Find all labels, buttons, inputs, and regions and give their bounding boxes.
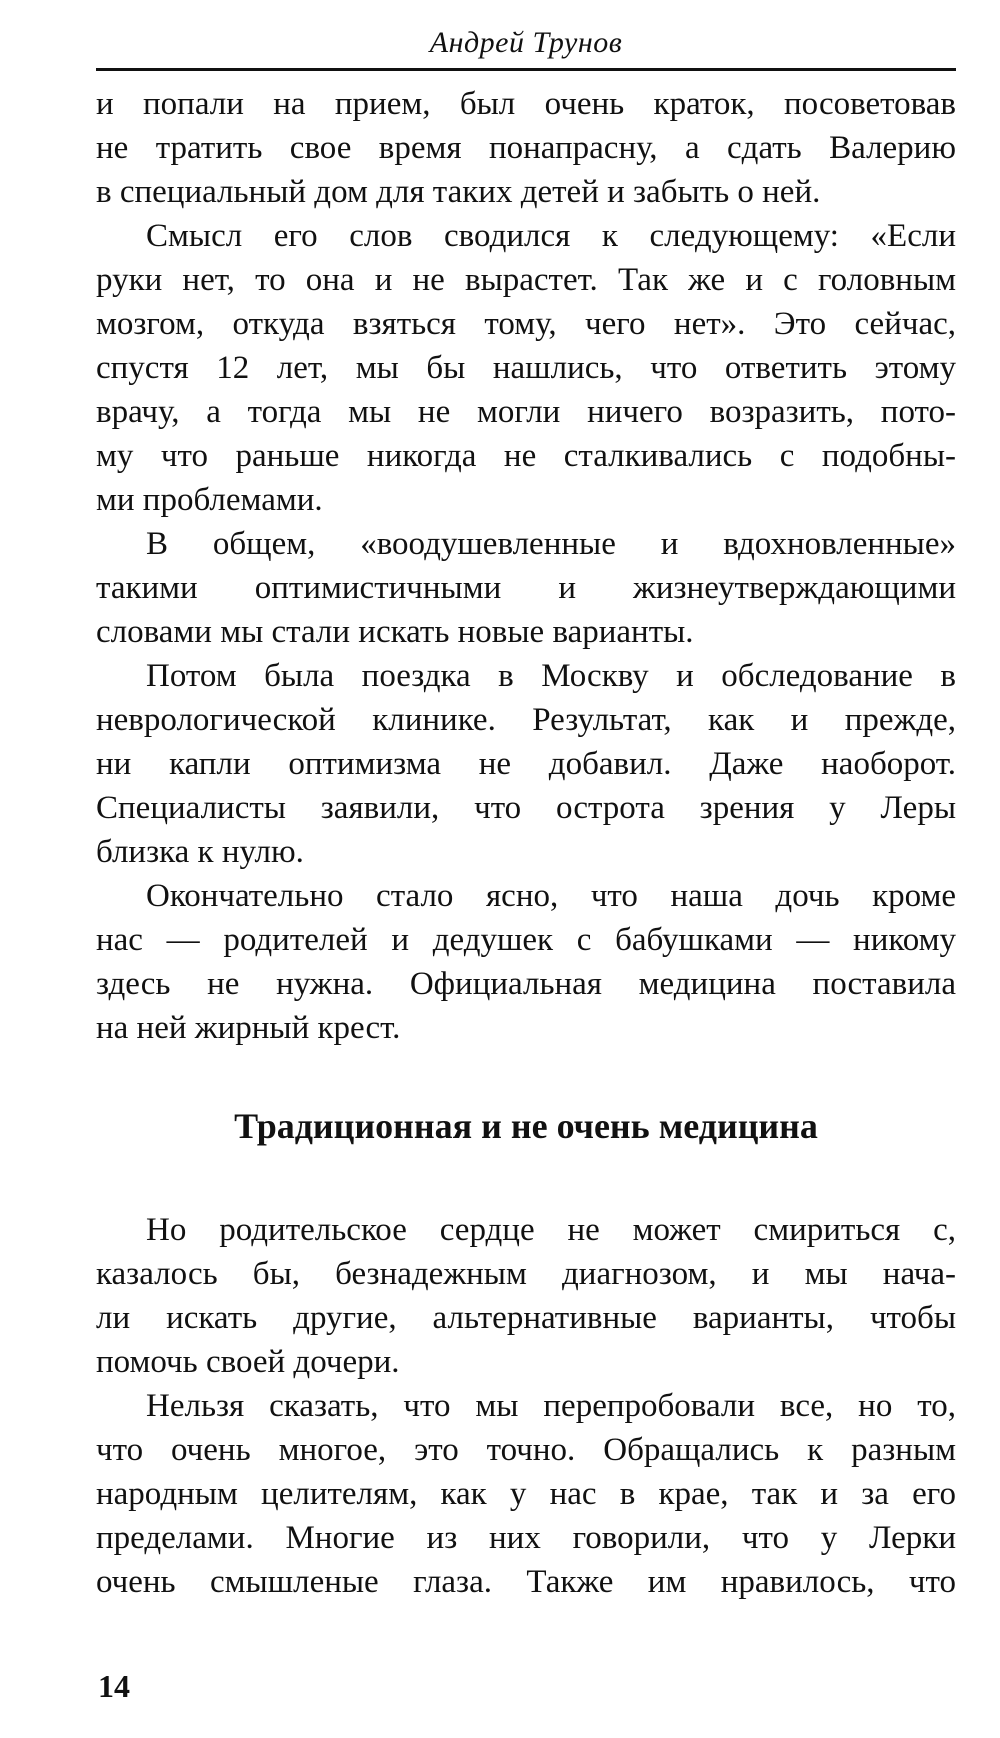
text-line: нас — родителей и дедушек с бабушками — никому — [96, 922, 956, 958]
text-line: руки нет, то она и не вырастет. Так же и с головным — [96, 262, 956, 298]
text-line: ли искать другие, альтернативные варианты, чтобы — [96, 1300, 956, 1336]
section-heading: Традиционная и не очень медицина — [234, 1106, 818, 1146]
text-line: ни капли оптимизма не добавил. Даже наоборот. — [96, 746, 956, 782]
text-line: казалось бы, безнадежным диагнозом, и мы нача- — [96, 1256, 956, 1292]
page-number: 14 — [98, 1668, 130, 1704]
text-line: Смысл его слов сводился к следующему: «Если — [146, 218, 956, 254]
text-line: Но родительское сердце не может смириться с, — [146, 1212, 956, 1248]
text-line: очень смышленые глаза. Также им нравилось, что — [96, 1564, 956, 1600]
text-line: словами мы стали искать новые варианты. — [96, 614, 694, 650]
text-line: Окончательно стало ясно, что наша дочь кроме — [146, 878, 956, 914]
text-line: на ней жирный крест. — [96, 1010, 401, 1046]
text-line: близка к нулю. — [96, 834, 304, 870]
text-line: народным целителям, как у нас в крае, так и за его — [96, 1476, 956, 1512]
text-line: Нельзя сказать, что мы перепробовали все, но то, — [146, 1388, 956, 1424]
text-line: такими оптимистичными и жизнеутверждающими — [96, 570, 956, 606]
text-line: Специалисты заявили, что острота зрения у Леры — [96, 790, 956, 826]
text-line: В общем, «воодушевленные и вдохновленные» — [146, 526, 956, 562]
text-line: Потом была поездка в Москву и обследование в — [146, 658, 956, 694]
text-line: му что раньше никогда не сталкивались с подобны- — [96, 438, 956, 474]
text-line: и попали на прием, был очень краток, посоветовав — [96, 86, 956, 122]
text-line: пределами. Многие из них говорили, что у Лерки — [96, 1520, 956, 1556]
text-line: мозгом, откуда взяться тому, чего нет». Это сейчас, — [96, 306, 956, 342]
text-line: врачу, а тогда мы не могли ничего возразить, пото- — [96, 394, 956, 430]
text-line: неврологической клинике. Результат, как и прежде, — [96, 702, 956, 738]
text-line: в специальный дом для таких детей и забыть о ней. — [96, 174, 821, 210]
header-rule — [96, 68, 956, 71]
body-text-bottom — [96, 1208, 956, 1604]
text-line: спустя 12 лет, мы бы нашлись, что ответить этому — [96, 350, 956, 386]
text-line: помочь своей дочери. — [96, 1344, 400, 1380]
text-line: здесь не нужна. Официальная медицина поставила — [96, 966, 956, 1002]
running-header: Андрей Трунов — [429, 26, 623, 59]
text-line: не тратить свое время понапрасну, а сдать Валерию — [96, 130, 956, 166]
text-line: что очень многое, это точно. Обращались к разным — [96, 1432, 956, 1468]
body-text-top — [96, 82, 956, 1050]
text-line: ми проблемами. — [96, 482, 323, 518]
